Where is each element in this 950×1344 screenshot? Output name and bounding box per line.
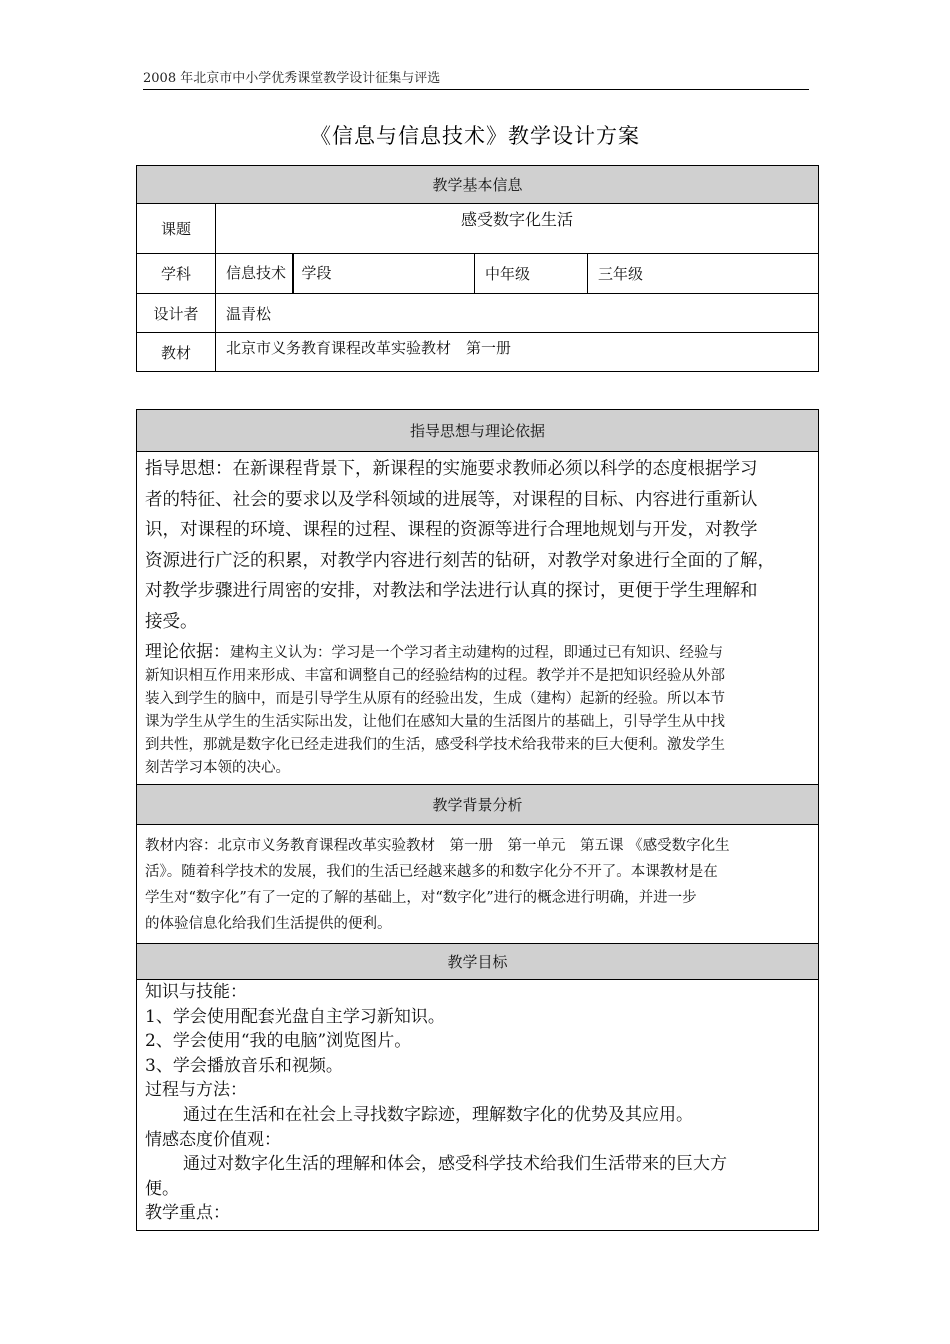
process-text: 通过在生活和在社会上寻找数字踪迹，理解数字化的优势及其应用。 — [183, 1104, 693, 1125]
designer-label: 设计者 — [137, 294, 216, 333]
guidance-table — [136, 409, 819, 1231]
emotion-text: 通过对数字化生活的理解和体会，感受科学技术给我们生活带来的巨大方 — [183, 1154, 727, 1175]
background-line: 活》。随着科学技术的发展，我们的生活已经越来越多的和数字化分不开了。本课教材是在 — [145, 864, 718, 880]
theory-line: 课为学生从学生的生活实际出发，让他们在感知大量的生活图片的基础上，引导学生从中找 — [145, 714, 725, 730]
knowledge-label: 知识与技能： — [145, 982, 247, 1002]
theory-line — [145, 641, 810, 665]
thought-line: 者的特征、社会的要求以及学科领域的进展等，对课程的目标、内容进行重新认 — [145, 489, 758, 510]
subject-divider — [292, 254, 294, 294]
topic-label: 课题 — [137, 204, 216, 254]
thought-line: 指导思想：在新课程背景下，新课程的实施要求教师必须以科学的态度根据学习 — [145, 459, 758, 479]
background-body — [137, 825, 819, 944]
background-line: 学生对“数字化”有了一定的了解的基础上，对“数字化”进行的概念进行明确，并进一步 — [145, 890, 697, 906]
stage-value: 中年级 — [475, 254, 588, 294]
background-line: 教材内容：北京市义务教育课程改革实验教材 第一册 第一单元 第五课 《感受数字化生 — [145, 838, 730, 854]
guidance-heading: 指导思想与理论依据 — [137, 410, 819, 452]
textbook-value: 北京市义务教育课程改革实验教材 第一册 — [216, 333, 819, 372]
objectives-heading: 教学目标 — [137, 944, 819, 980]
emotion-cont: 便。 — [145, 1178, 179, 1199]
page-header: 2008 年北京市中小学优秀课堂教学设计征集与评选 — [143, 70, 809, 90]
theory-first: 建构主义认为：学习是一个学习者主动建构的过程，即通过已有知识、经验与 — [230, 645, 723, 661]
textbook-label: 教材 — [137, 333, 216, 372]
knowledge-item: 2、学会使用“我的电脑”浏览图片。 — [145, 1031, 412, 1052]
guidance-thought — [137, 452, 818, 637]
designer-value: 温青松 — [216, 294, 819, 333]
topic-value: 感受数字化生活 — [216, 204, 819, 254]
background-line: 的体验信息化给我们生活提供的便利。 — [145, 916, 392, 932]
basic-info-heading: 教学基本信息 — [137, 166, 819, 204]
process-label: 过程与方法： — [145, 1080, 247, 1101]
emotion-label: 情感态度价值观： — [145, 1129, 281, 1150]
thought-line: 识，对课程的环境、课程的过程、课程的资源等进行合理地规划与开发，对教学 — [145, 520, 758, 540]
subject-value: 信息技术 — [226, 263, 287, 282]
grade-value: 三年级 — [588, 254, 819, 294]
knowledge-item: 3、学会播放音乐和视频。 — [145, 1055, 343, 1076]
key-points-label: 教学重点： — [145, 1203, 230, 1224]
guidance-theory — [137, 637, 818, 784]
basic-info-table — [136, 165, 819, 372]
theory-line: 装入到学生的脑中，而是引导学生从原有的经验出发，生成（建构）起新的经验。所以本节 — [145, 691, 725, 707]
subject-label: 学科 — [137, 254, 216, 294]
subject-stage-cell — [216, 254, 475, 294]
theory-lead: 理论依据： — [145, 642, 230, 662]
theory-line: 新知识相互作用来形成、丰富和调整自己的经验结构的过程。教学并不是把知识经验从外部 — [145, 668, 725, 684]
theory-line: 到共性，那就是数字化已经走进我们的生活，感受科学技术给我带来的巨大便利。激发学生 — [145, 737, 725, 753]
thought-line: 接受。 — [145, 611, 198, 632]
objectives-body — [137, 980, 819, 1231]
knowledge-item: 1、学会使用配套光盘自主学习新知识。 — [145, 1006, 445, 1027]
document-title: 《信息与信息技术》教学设计方案 — [310, 124, 640, 148]
stage-label: 学段 — [301, 263, 332, 282]
background-heading: 教学背景分析 — [137, 785, 819, 825]
thought-line: 资源进行广泛的积累，对教学内容进行刻苦的钻研，对教学对象进行全面的了解， — [145, 550, 775, 571]
theory-line: 刻苦学习本领的决心。 — [145, 760, 290, 776]
thought-line: 对教学步骤进行周密的安排，对教法和学法进行认真的探讨，更便于学生理解和 — [145, 581, 758, 601]
guidance-body — [137, 452, 819, 785]
